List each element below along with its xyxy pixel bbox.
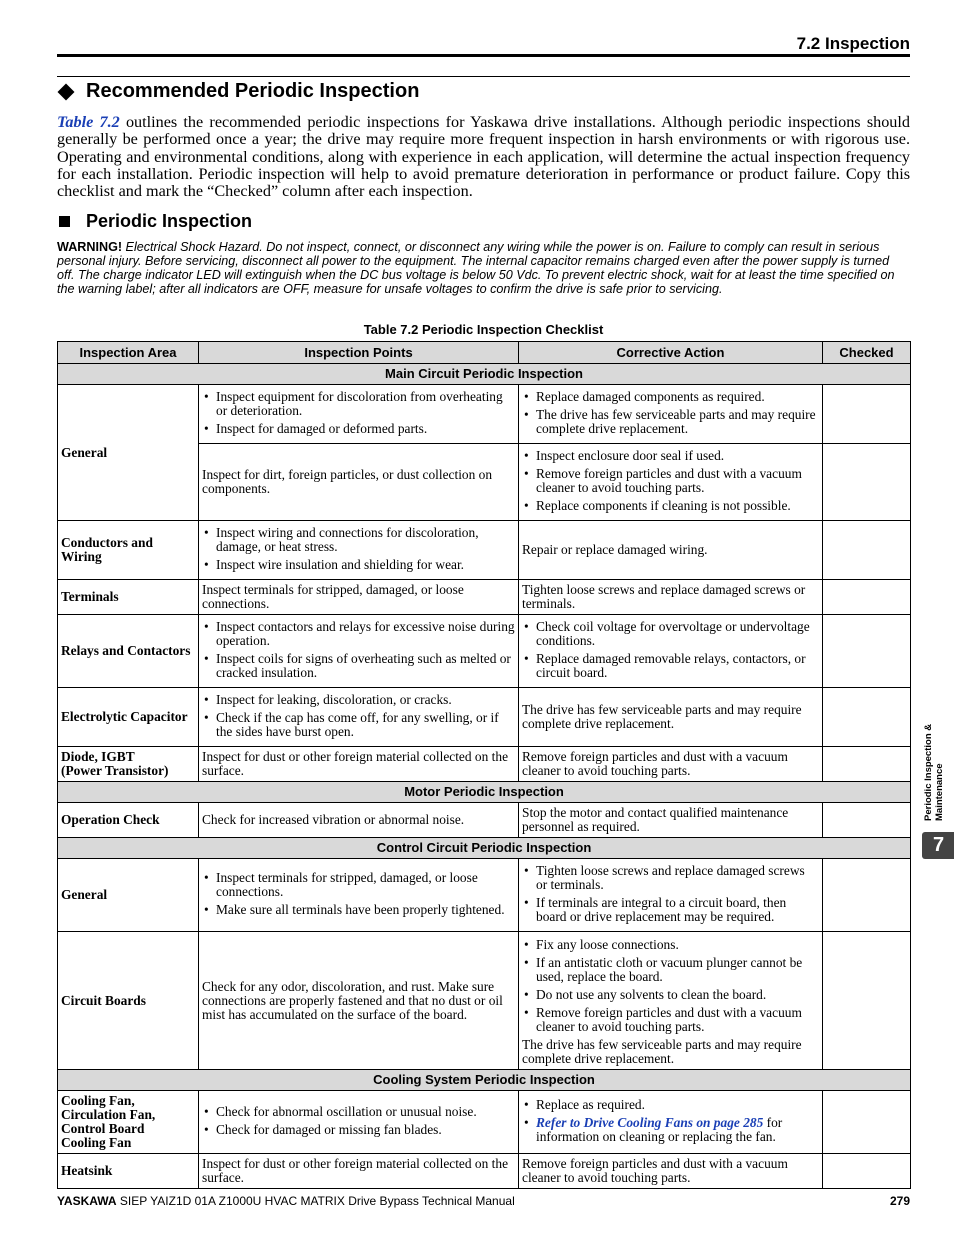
checked-cell[interactable] [823, 859, 911, 932]
points-cell [199, 688, 519, 747]
header-action: Corrective Action [519, 342, 823, 364]
section-header: 7.2 Inspection [796, 34, 910, 53]
checked-cell[interactable] [823, 747, 911, 782]
points-cell [199, 615, 519, 688]
points-cell: Inspect for dirt, foreign particles, or dust collection on components. [199, 444, 519, 521]
area-line: Control Board [61, 1121, 145, 1136]
action-cell [519, 444, 823, 521]
header-rule-thin [57, 76, 910, 77]
checked-cell[interactable] [823, 932, 911, 1070]
area-line: Cooling Fan [61, 1135, 132, 1150]
list-item: • Fix any loose connections. [522, 938, 819, 952]
area-cell: Heatsink [58, 1154, 199, 1189]
list-item: • Inspect wire insulation and shielding for wear. [202, 558, 515, 572]
section-row-main: Main Circuit Periodic Inspection [58, 364, 911, 385]
action-cell: Remove foreign particles and dust with a vacuum cleaner to avoid touching parts. [519, 747, 823, 782]
list-item: • Inspect equipment for discoloration from overheating or deterioration. [202, 390, 515, 418]
table-row [58, 1154, 911, 1189]
table-row [58, 932, 911, 1070]
area-line: Diode, IGBT [61, 749, 135, 764]
action-cell [519, 615, 823, 688]
checked-cell[interactable] [823, 385, 911, 444]
diamond-icon [58, 83, 75, 100]
checked-cell[interactable] [823, 803, 911, 838]
table-row [58, 521, 911, 580]
side-tab-label: Periodic Inspection & Maintenance [923, 723, 945, 821]
list-item: • Inspect wiring and connections for discoloration, damage, or heat stress. [202, 526, 515, 554]
area-cell: Operation Check [58, 803, 199, 838]
table-row [58, 803, 911, 838]
list-item: • Check coil voltage for overvoltage or undervoltage conditions. [522, 620, 819, 648]
list-item: • Make sure all terminals have been properly tightened. [202, 903, 515, 917]
points-cell [199, 1091, 519, 1154]
action-cell: Repair or replace damaged wiring. [519, 521, 823, 580]
footer [57, 1194, 515, 1208]
header-rule [57, 54, 910, 57]
area-cell: Terminals [58, 580, 199, 615]
table-row [58, 688, 911, 747]
checked-cell[interactable] [823, 580, 911, 615]
points-cell: Check for any odor, discoloration, and rust. Make sure connections are properly fastened and that no dust or oil mist has accumulated on the surface of the board. [199, 932, 519, 1070]
list-item: • Check for damaged or missing fan blades. [202, 1123, 515, 1137]
area-cell [58, 1091, 199, 1154]
action-note: The drive has few serviceable parts and may require complete drive replacement. [522, 1036, 802, 1066]
area-cell: Circuit Boards [58, 932, 199, 1070]
table-caption: Table 7.2 Periodic Inspection Checklist [363, 322, 604, 337]
table-row [58, 615, 911, 688]
list-item: • The drive has few serviceable parts and may require complete drive replacement. [522, 408, 819, 436]
table-header-row [58, 342, 911, 364]
action-cell: Stop the motor and contact qualified maintenance personnel as required. [519, 803, 823, 838]
footer-brand: YASKAWA [57, 1194, 117, 1208]
list-item: • Inspect for leaking, discoloration, or cracks. [202, 693, 515, 707]
table-row [58, 747, 911, 782]
points-cell [199, 859, 519, 932]
header-checked: Checked [823, 342, 911, 364]
table-row [58, 580, 911, 615]
checked-cell[interactable] [823, 688, 911, 747]
list-item: • Replace as required. [522, 1098, 819, 1112]
area-cell: General [58, 385, 199, 521]
area-line: Circulation Fan, [61, 1107, 156, 1122]
list-item: • Remove foreign particles and dust with a vacuum cleaner to avoid touching parts. [522, 467, 819, 495]
action-cell [519, 385, 823, 444]
list-item: • Check if the cap has come off, for any swelling, or if the sides have burst open. [202, 711, 515, 739]
header-area: Inspection Area [58, 342, 199, 364]
warning-paragraph [57, 240, 910, 296]
intro-paragraph [57, 114, 910, 200]
subsection-heading [57, 211, 252, 232]
points-cell: Inspect for dust or other foreign material collected on the surface. [199, 747, 519, 782]
list-item: • Tighten loose screws and replace damaged screws or terminals. [522, 864, 819, 892]
section-heading [57, 80, 419, 103]
section-row-motor: Motor Periodic Inspection [58, 782, 911, 803]
table-row [58, 385, 911, 444]
list-item: • Inspect coils for signs of overheating such as melted or cracked insulation. [202, 652, 515, 680]
heading-text: Recommended Periodic Inspection [86, 80, 420, 102]
area-cell: Conductors and Wiring [58, 521, 199, 580]
list-item: • Check for abnormal oscillation or unusual noise. [202, 1105, 515, 1119]
area-line: Cooling Fan, [61, 1093, 135, 1108]
area-cell: General [58, 859, 199, 932]
list-item: • Inspect enclosure door seal if used. [522, 449, 819, 463]
checked-cell[interactable] [823, 1091, 911, 1154]
footer-text: SIEP YAIZ1D 01A Z1000U HVAC MATRIX Drive Bypass Technical Manual [116, 1194, 515, 1208]
action-cell [519, 1091, 823, 1154]
action-cell [519, 859, 823, 932]
list-item: • Replace components if cleaning is not possible. [522, 499, 819, 513]
checked-cell[interactable] [823, 615, 911, 688]
inspection-table [57, 341, 911, 1189]
list-item-text: for information on cleaning or replacing the fan. [536, 1115, 783, 1144]
list-item: • Inspect for damaged or deformed parts. [202, 422, 515, 436]
checked-cell[interactable] [823, 1154, 911, 1189]
area-cell: Relays and Contactors [58, 615, 199, 688]
action-cell: Remove foreign particles and dust with a vacuum cleaner to avoid touching parts. [519, 1154, 823, 1189]
list-item: • Inspect contactors and relays for excessive noise during operation. [202, 620, 515, 648]
area-cell: Electrolytic Capacitor [58, 688, 199, 747]
warning-text: Electrical Shock Hazard. Do not inspect, connect, or disconnect any wiring while the power is on. Failure to comply can result in serious personal injury. Before servicing, disconnect all power to the equipment. The internal capacitor remains charged even after the power supply is turned off. The charge indicator LED will extinguish when the DC bus voltage is below 50 Vdc. To prevent electric shock, wait for at least the time specified on the warning label; after all indicators are OFF, measure for unsafe voltages to confirm the drive is safe prior to servicing. [57, 240, 895, 296]
intro-text: outlines the recommended periodic inspections for Yaskawa drive installations. Although periodic inspections should generally be performed once a year; the drive may require more frequent inspection in harsh environments or with rigorous use. Operating and environmental conditions, along with experience in each application, will determine the actual inspection frequency for each installation. Periodic inspection will help to avoid premature deterioration in performance or product failure. Copy this checklist and mark the “Checked” column after each inspection. [57, 113, 910, 201]
list-item: • Inspect terminals for stripped, damaged, or loose connections. [202, 871, 515, 899]
page-number: 279 [889, 1194, 910, 1208]
warning-label: WARNING! [57, 240, 123, 254]
checked-cell[interactable] [823, 444, 911, 521]
subheading-text: Periodic Inspection [86, 211, 253, 231]
checked-cell[interactable] [823, 521, 911, 580]
points-cell: Inspect terminals for stripped, damaged, or loose connections. [199, 580, 519, 615]
list-item: • Replace damaged components as required. [522, 390, 819, 404]
action-cell [519, 932, 823, 1070]
action-cell: Tighten loose screws and replace damaged screws or terminals. [519, 580, 823, 615]
square-bullet-icon [59, 216, 70, 227]
points-cell [199, 521, 519, 580]
list-item: • Do not use any solvents to clean the board. [522, 988, 819, 1002]
list-item: • If an antistatic cloth or vacuum plunger cannot be used, replace the board. [522, 956, 819, 984]
points-cell: Inspect for dust or other foreign material collected on the surface. [199, 1154, 519, 1189]
list-item: • Remove foreign particles and dust with a vacuum cleaner to avoid touching parts. [522, 1006, 819, 1034]
list-item [522, 1116, 819, 1144]
cooling-fans-link[interactable]: Refer to Drive Cooling Fans on page 285 [536, 1115, 764, 1130]
section-row-cooling: Cooling System Periodic Inspection [58, 1070, 911, 1091]
section-row-control: Control Circuit Periodic Inspection [58, 838, 911, 859]
table-row [58, 1091, 911, 1154]
table-row [58, 859, 911, 932]
chapter-tab[interactable]: 7 [922, 832, 954, 859]
list-item: • Replace damaged removable relays, contactors, or circuit board. [522, 652, 819, 680]
list-item: • If terminals are integral to a circuit board, then board or drive replacement may be required. [522, 896, 819, 924]
table-link[interactable]: Table 7.2 [57, 113, 120, 131]
action-cell: The drive has few serviceable parts and may require complete drive replacement. [519, 688, 823, 747]
points-cell: Check for increased vibration or abnormal noise. [199, 803, 519, 838]
area-line: (Power Transistor) [61, 763, 169, 778]
points-cell [199, 385, 519, 444]
header-points: Inspection Points [199, 342, 519, 364]
area-cell [58, 747, 199, 782]
